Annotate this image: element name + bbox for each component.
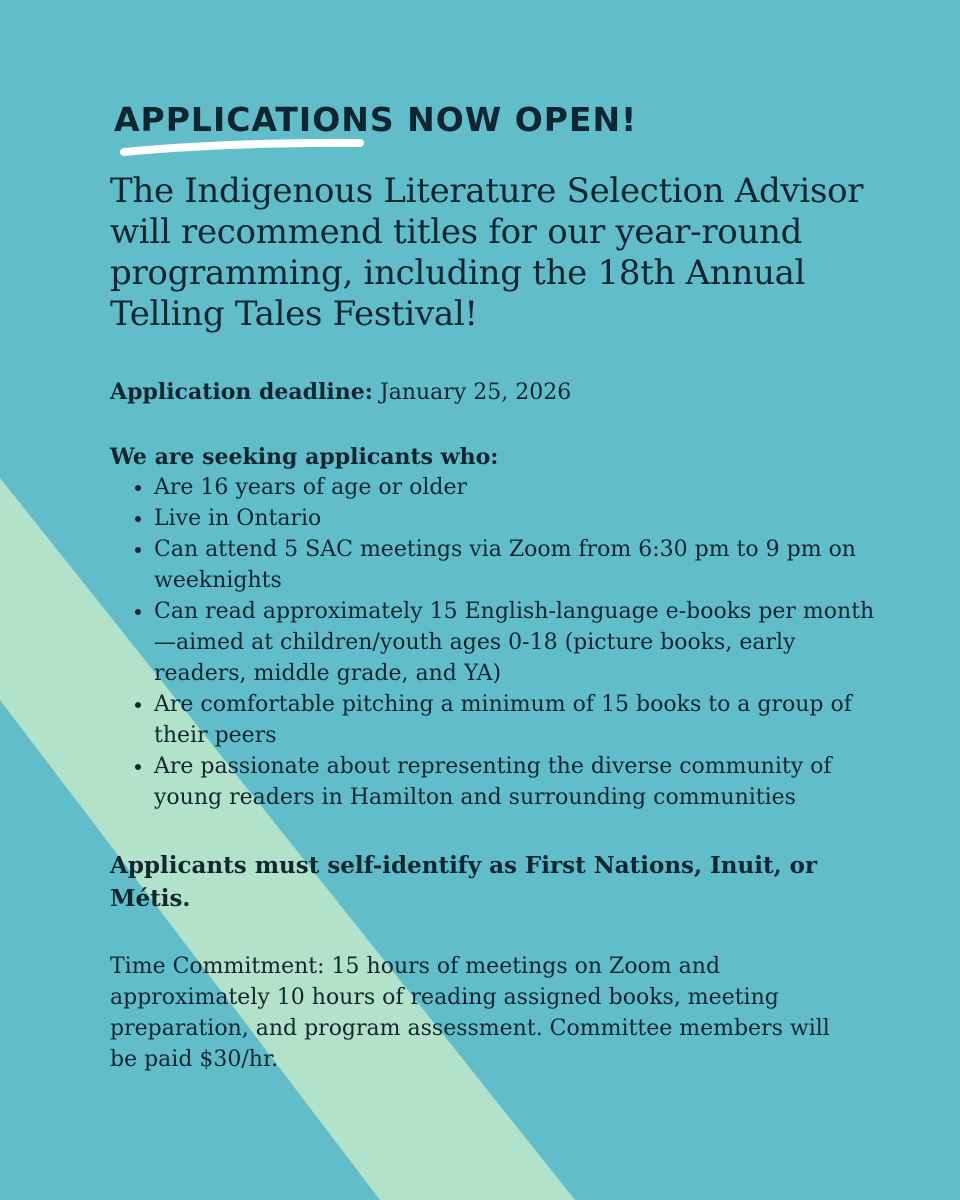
headline: APPLICATIONS NOW OPEN! [114, 100, 638, 139]
application-deadline [110, 377, 910, 408]
list-item: • Are comfortable pitching a minimum of 15 books to a group of their peers [154, 689, 894, 751]
lead-paragraph: The Indigenous Literature Selection Advisor will recommend titles for our year-round programming, including the 18th Annual Telling Tales Festival! [110, 171, 864, 334]
time-commitment: Time Commitment: 15 hours of meetings on Zoom and approximately 10 hours of reading assigned books, meeting preparation, and program assessment. Committee members will be paid $30/hr. [110, 954, 830, 1072]
list-item: • Are passionate about representing the diverse community of young readers in Hamilton and surrounding communities [154, 751, 894, 813]
list-item: • Are 16 years of age or older [154, 472, 894, 503]
criteria-list [110, 472, 894, 813]
list-item: • Can attend 5 SAC meetings via Zoom from 6:30 pm to 9 pm on weeknights [154, 534, 894, 596]
content [110, 100, 910, 1075]
list-item: • Live in Ontario [154, 503, 894, 534]
seeking-heading: We are seeking applicants who: [110, 444, 499, 470]
headline-block [114, 100, 637, 139]
self-identify-note: Applicants must self-identify as First Nations, Inuit, or Métis. [110, 852, 818, 912]
deadline-label: Application deadline: [110, 379, 373, 405]
list-item: • Can read approximately 15 English-language e-books per month—aimed at children/youth ages 0-18 (picture books, early readers, middle grade, and YA) [154, 596, 894, 689]
deadline-value: January 25, 2026 [379, 380, 572, 405]
